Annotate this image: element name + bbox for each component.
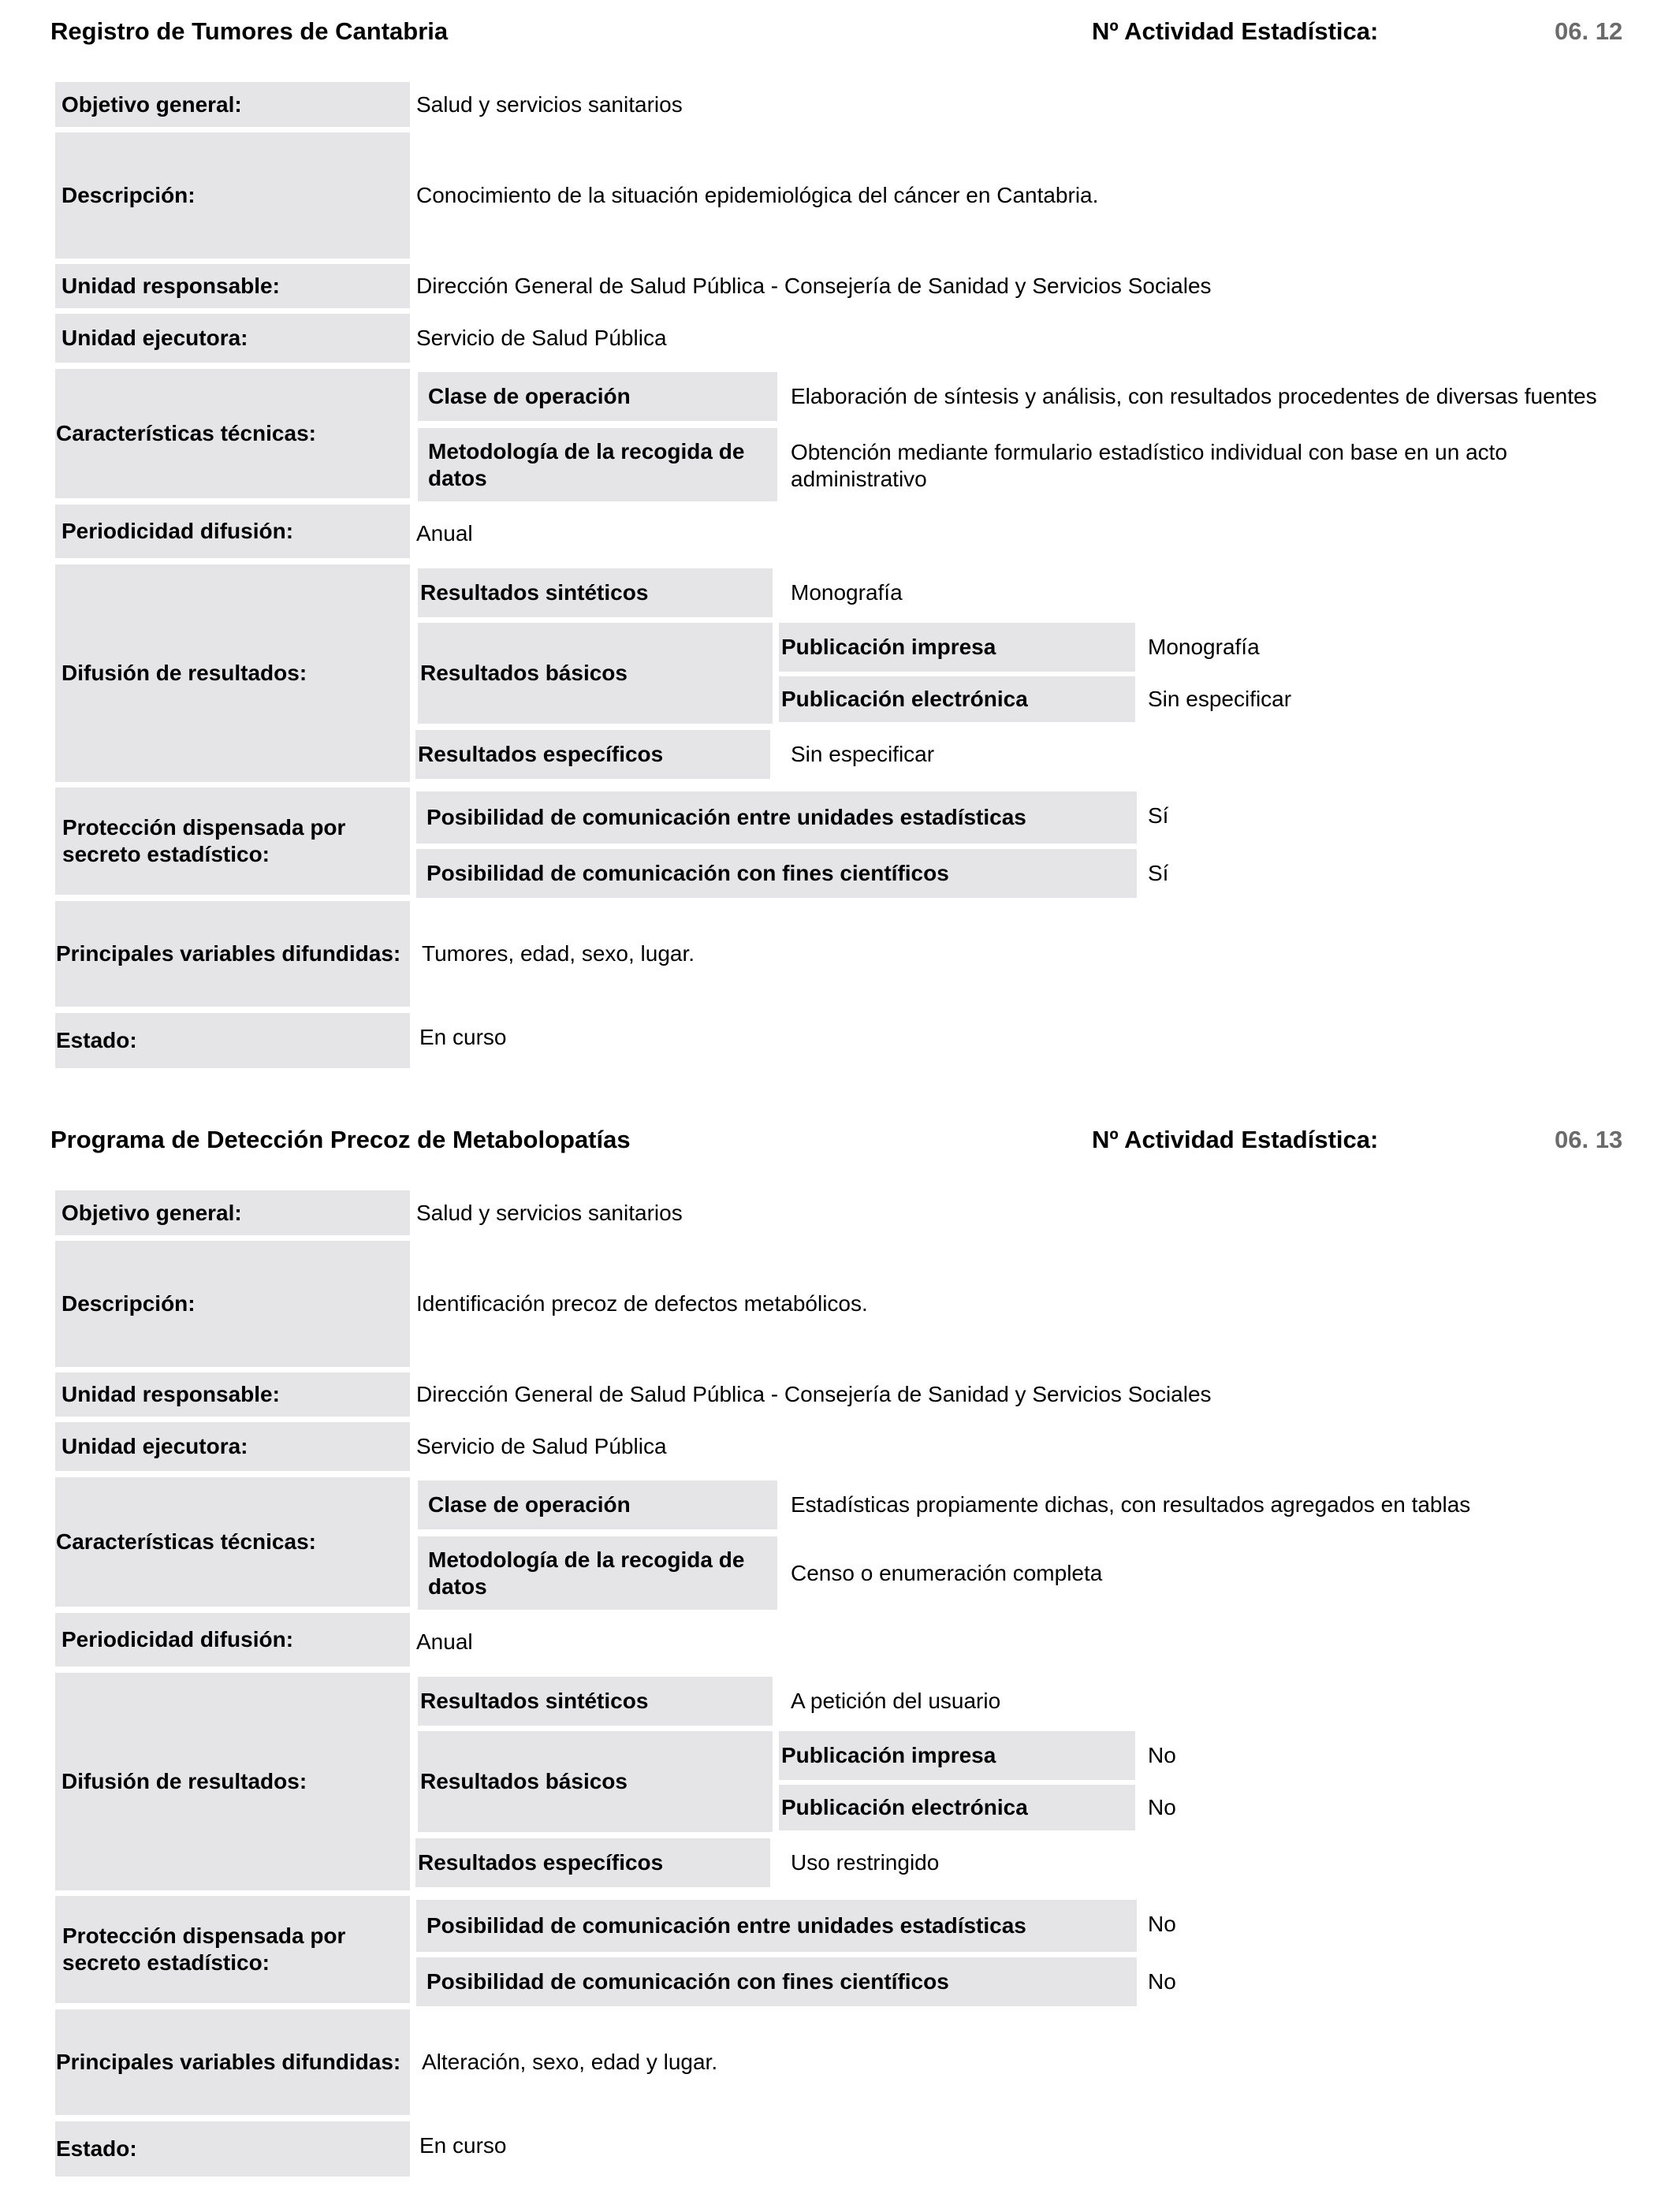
record-title: Programa de Detección Precoz de Metabolopatías <box>50 1126 631 1153</box>
unidad-responsable-label: Unidad responsable: <box>55 264 410 308</box>
proteccion-label <box>55 1896 410 2003</box>
proteccion-label <box>55 788 410 895</box>
unidad-ejecutora-label: Unidad ejecutora: <box>55 314 410 363</box>
unidad-responsable-value: Dirección General de Salud Pública - Consejería de Sanidad y Servicios Sociales <box>416 274 1212 298</box>
unidad-ejecutora-value: Servicio de Salud Pública <box>416 1434 667 1458</box>
periodicidad-label: Periodicidad difusión: <box>55 1613 410 1666</box>
estado-label: Estado: <box>55 2121 410 2177</box>
objetivo-value: Salud y servicios sanitarios <box>416 1200 683 1225</box>
record-card <box>0 0 1676 1104</box>
comunicacion-unidades-label: Posibilidad de comunicación entre unidades estadísticas <box>416 791 1137 843</box>
unidad-ejecutora-label: Unidad ejecutora: <box>55 1422 410 1471</box>
metodologia-value: Obtención mediante formulario estadístico individual con base en un acto administrativo <box>791 440 1507 491</box>
objetivo-value: Salud y servicios sanitarios <box>416 91 683 117</box>
unidad-ejecutora-value: Servicio de Salud Pública <box>416 326 667 350</box>
variables-label: Principales variables difundidas: <box>55 901 410 1007</box>
sinteticos-value: Monografía <box>791 580 903 605</box>
clase-label: Clase de operación <box>418 1480 777 1529</box>
activity-number-label: Nº Actividad Estadística: <box>1092 17 1379 45</box>
basicos-label: Resultados básicos <box>418 623 773 724</box>
sinteticos-value: A petición del usuario <box>791 1689 1001 1713</box>
difusion-label: Difusión de resultados: <box>55 564 410 782</box>
basicos-label: Resultados básicos <box>418 1731 773 1832</box>
metodologia-label: Metodología de la recogida de datos <box>418 428 777 501</box>
impresa-label: Publicación impresa <box>779 1731 1135 1780</box>
especificos-value: Uso restringido <box>791 1850 940 1875</box>
impresa-value: No <box>1148 1743 1176 1767</box>
comunicacion-fines-label: Posibilidad de comunicación con fines científicos <box>416 849 1137 898</box>
caracteristicas-label: Características técnicas: <box>55 369 410 498</box>
estado-value: En curso <box>419 1025 507 1049</box>
periodicidad-label: Periodicidad difusión: <box>55 505 410 558</box>
comunicacion-unidades-value: Sí <box>1148 803 1169 828</box>
electronica-value: No <box>1148 1795 1176 1819</box>
especificos-label: Resultados específicos <box>415 1838 770 1887</box>
proteccion-label-text: Protección dispensada por secreto estadístico: <box>62 1923 346 1975</box>
variables-label: Principales variables difundidas: <box>55 2009 410 2115</box>
clase-value: Elaboración de síntesis y análisis, con resultados procedentes de diversas fuentes <box>791 384 1597 408</box>
descripcion-label: Descripción: <box>55 132 410 259</box>
impresa-value: Monografía <box>1148 635 1260 659</box>
activity-number: 06. 12 <box>1555 17 1623 45</box>
periodicidad-value: Anual <box>416 521 473 546</box>
record-title: Registro de Tumores de Cantabria <box>50 17 449 45</box>
descripcion-label: Descripción: <box>55 1241 410 1367</box>
comunicacion-unidades-value: No <box>1148 1912 1176 1936</box>
sinteticos-label: Resultados sintéticos <box>418 1677 773 1726</box>
clase-label: Clase de operación <box>418 372 777 421</box>
record-card <box>0 1108 1676 2212</box>
comunicacion-fines-value: Sí <box>1148 861 1169 885</box>
electronica-label: Publicación electrónica <box>779 1785 1135 1830</box>
electronica-value: Sin especificar <box>1148 687 1292 711</box>
metodologia-label: Metodología de la recogida de datos <box>418 1536 777 1610</box>
objetivo-label: Objetivo general: <box>55 82 410 127</box>
objetivo-label: Objetivo general: <box>55 1190 410 1235</box>
descripcion-value: Conocimiento de la situación epidemiológica del cáncer en Cantabria. <box>416 183 1099 207</box>
proteccion-label-text: Protección dispensada por secreto estadístico: <box>62 815 346 866</box>
sinteticos-label: Resultados sintéticos <box>418 568 773 617</box>
especificos-label: Resultados específicos <box>415 730 770 779</box>
descripcion-value: Identificación precoz de defectos metabólicos. <box>416 1291 868 1316</box>
difusion-label: Difusión de resultados: <box>55 1673 410 1890</box>
unidad-responsable-value: Dirección General de Salud Pública - Consejería de Sanidad y Servicios Sociales <box>416 1382 1212 1406</box>
comunicacion-fines-value: No <box>1148 1969 1176 1994</box>
activity-number-label: Nº Actividad Estadística: <box>1092 1126 1379 1153</box>
clase-value: Estadísticas propiamente dichas, con resultados agregados en tablas <box>791 1492 1471 1517</box>
activity-number: 06. 13 <box>1555 1126 1623 1153</box>
metodologia-value: Censo o enumeración completa <box>791 1560 1103 1585</box>
impresa-label: Publicación impresa <box>779 623 1135 672</box>
estado-value: En curso <box>419 2133 507 2158</box>
electronica-label: Publicación electrónica <box>779 676 1135 722</box>
comunicacion-unidades-label: Posibilidad de comunicación entre unidades estadísticas <box>416 1900 1137 1952</box>
variables-value: Tumores, edad, sexo, lugar. <box>422 941 695 966</box>
comunicacion-fines-label: Posibilidad de comunicación con fines científicos <box>416 1957 1137 2006</box>
unidad-responsable-label: Unidad responsable: <box>55 1372 410 1417</box>
estado-label: Estado: <box>55 1013 410 1068</box>
variables-value: Alteración, sexo, edad y lugar. <box>422 2050 718 2074</box>
periodicidad-value: Anual <box>416 1629 473 1654</box>
caracteristicas-label: Características técnicas: <box>55 1477 410 1607</box>
especificos-value: Sin especificar <box>791 742 935 766</box>
